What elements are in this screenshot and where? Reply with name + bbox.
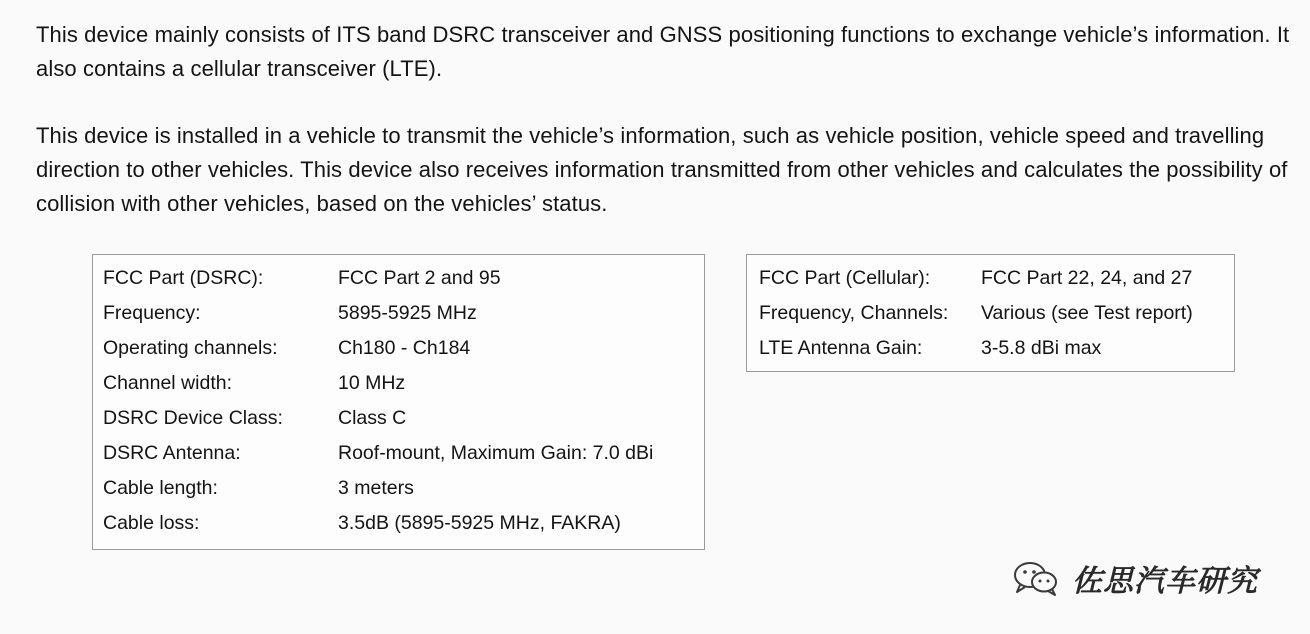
spec-value: 3-5.8 dBi max <box>981 337 1102 359</box>
spec-value: 5895-5925 MHz <box>338 302 477 324</box>
spec-value: Class C <box>338 407 407 429</box>
spec-value: FCC Part 22, 24, and 27 <box>981 267 1193 289</box>
spec-label: Cable loss: <box>103 512 200 534</box>
spec-label: FCC Part (Cellular): <box>759 267 931 289</box>
description-paragraph: This device is installed in a vehicle to transmit the vehicle’s information, such as vehicle position, vehicle speed and travelling direction to other vehicles. This device also receives information transmitted from other vehicles and calculates the possibility of collision with other vehicles, based on the vehicles’ status. <box>36 123 1288 216</box>
spec-label: Operating channels: <box>103 337 278 359</box>
spec-label: DSRC Device Class: <box>103 407 283 429</box>
spec-label: Frequency, Channels: <box>759 302 949 324</box>
spec-label: Cable length: <box>103 477 218 499</box>
spec-value: 3.5dB (5895-5925 MHz, FAKRA) <box>338 512 621 534</box>
spec-label: LTE Antenna Gain: <box>759 337 923 359</box>
intro-paragraph: This device mainly consists of ITS band DSRC transceiver and GNSS positioning functions to exchange vehicle’s information. It also contains a cellular transceiver (LTE). <box>36 22 1290 81</box>
watermark-text: 佐思汽车研究 <box>1072 564 1258 599</box>
spec-label: FCC Part (DSRC): <box>103 267 264 289</box>
spec-value: Roof-mount, Maximum Gain: 7.0 dBi <box>338 442 654 464</box>
wechat-icon <box>1010 558 1062 598</box>
dsrc-spec-box <box>92 254 705 550</box>
spec-value: FCC Part 2 and 95 <box>338 267 501 289</box>
spec-label: DSRC Antenna: <box>103 442 241 464</box>
spec-value: 3 meters <box>338 477 414 499</box>
spec-value: 10 MHz <box>338 372 406 394</box>
spec-label: Frequency: <box>103 302 201 324</box>
watermark <box>1010 556 1258 600</box>
spec-value: Various (see Test report) <box>981 302 1193 324</box>
spec-label: Channel width: <box>103 372 232 394</box>
cellular-spec-box <box>746 254 1235 372</box>
spec-value: Ch180 - Ch184 <box>338 337 471 359</box>
